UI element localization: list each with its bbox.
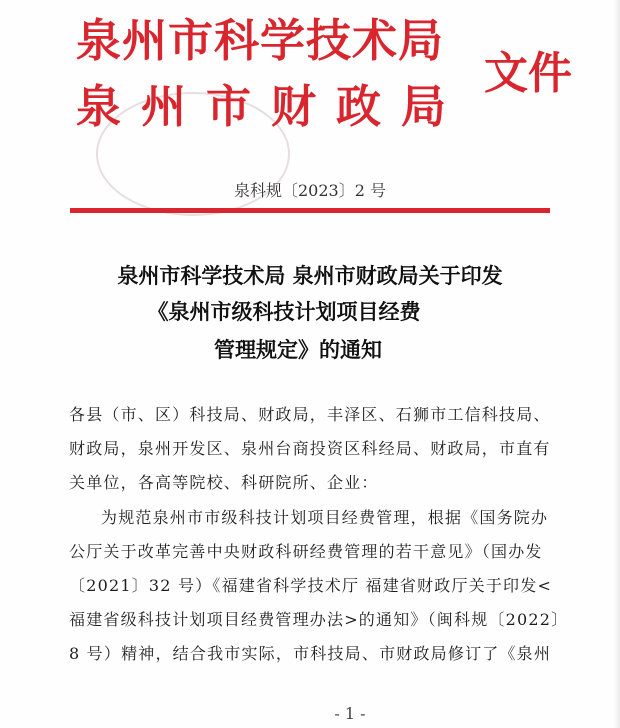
issuing-org-line-2: 泉州市财政局 xyxy=(76,80,467,133)
body-line: 各县（市、区）科技局、财政局，丰泽区、石狮市工信科技局、 xyxy=(69,405,551,424)
body-line: 〔2021〕32 号）《福建省科学技术厅 福建省财政厅关于印发< xyxy=(69,576,553,595)
body-line: 关单位，各高等院校、科研院所、企业： xyxy=(69,473,379,492)
title-line-3: 管理规定》的通知 xyxy=(214,337,382,362)
body-line: 财政局，泉州开发区、泉州台商投资区科经局、财政局，市直有 xyxy=(69,439,551,458)
issuing-org-line-1: 泉州市科学技术局 xyxy=(76,14,445,67)
body-line: 公厅关于改革完善中央财政科研经费管理的若干意见》（国办发 xyxy=(69,542,543,561)
body-line: 福建省级科技计划项目经费管理办法>的通知》（闽科规〔2022〕 xyxy=(69,610,569,629)
doc-type-label: 文件 xyxy=(484,48,572,99)
title-line-1: 泉州市科学技术局 泉州市财政局关于印发 xyxy=(117,263,503,288)
title-line-2: 《泉州市级科技计划项目经费 xyxy=(147,299,421,324)
document-number: 泉科规〔2023〕2 号 xyxy=(234,181,386,200)
body-line: 为规范泉州市市级科技计划项目经费管理，根据《国务院办 xyxy=(101,508,549,527)
page-edge-shadow xyxy=(614,0,620,728)
body-line: 8 号）精神，结合我市实际，市科技局、市财政局修订了《泉州 xyxy=(69,644,552,663)
red-divider-line xyxy=(70,208,550,213)
page-number: - 1 - xyxy=(334,704,366,723)
